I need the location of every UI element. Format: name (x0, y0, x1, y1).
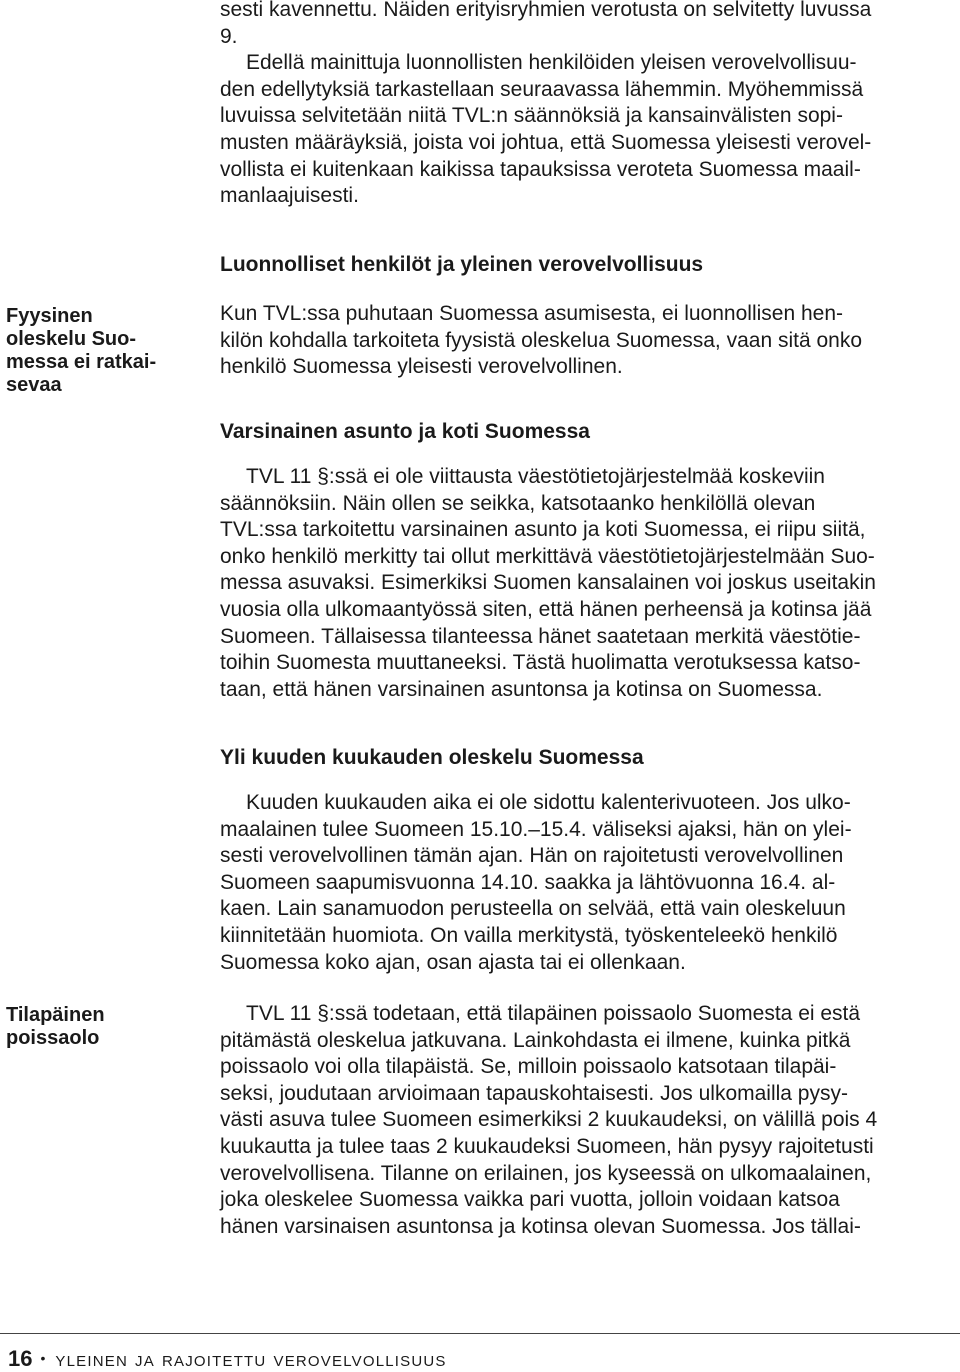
intro-text (220, 0, 957, 210)
text-line: taan, että hänen varsinainen asuntonsa ja kotinsa on Suomessa. (220, 677, 823, 701)
paragraph-text (220, 464, 957, 703)
text-line: Kuuden kuukauden aika ei ole sidottu kalenterivuoteen. Jos ulko- (246, 791, 851, 814)
text-line: 9. (220, 24, 238, 48)
text-line: Kun TVL:ssa puhutaan Suomessa asumisesta, ei luonnollisen hen- (220, 302, 843, 325)
text-line: poissaolo voi olla tilapäistä. Se, milloin poissaolo katsotaan tilapäi- (220, 1055, 837, 1079)
section-paragraph (220, 301, 957, 381)
text-line: messa asuvaksi. Esimerkiksi Suomen kansalainen voi joskus useitakin (220, 571, 876, 595)
text-line: TVL:ssa tarkoitettu varsinainen asunto ja koti Suomessa, ei riipu siitä, (220, 518, 866, 542)
margin-note (6, 1004, 206, 1050)
section-heading: Luonnolliset henkilöt ja yleinen verovelvollisuus (220, 253, 704, 276)
text-line: pitämästä oleskelua jatkuvana. Lainkohdasta ei ilmene, kuinka pitkä (220, 1028, 851, 1052)
text-line: Suomeen saapumisvuonna 14.10. saakka ja lähtövuonna 16.4. al- (220, 870, 836, 894)
section-heading: Yli kuuden kuukauden oleskelu Suomessa (220, 746, 644, 769)
text-line: onko henkilö merkitty tai ollut merkittävä väestötietojärjestelmään Suo- (220, 544, 875, 568)
text-line: västi asuva tulee Suomeen esimerkiksi 2 kuukaudeksi, on välillä pois 4 (220, 1108, 878, 1132)
paragraph-text (220, 790, 957, 976)
text-line: den edellytyksiä tarkastellaan seuraavassa lähemmin. Myöhemmissä (220, 77, 864, 101)
text-line: luvuissa selvitetään niitä TVL:n säännöksiä ja kansainvälisten sopi- (220, 104, 843, 128)
page-number: 16 (8, 1346, 33, 1371)
text-line: musten määräyksiä, joista voi johtua, että Suomessa yleisesti verovel- (220, 130, 872, 154)
text-line: kaen. Lain sanamuodon perusteella on selvää, että vain oleskeluun (220, 897, 846, 921)
text-line: säännöksiin. Näin ollen se seikka, katsotaanko henkilöllä olevan (220, 491, 816, 515)
text-line: seksi, joudutaan arvioimaan tapauskohtaisesti. Jos ulkomailla pysy- (220, 1081, 848, 1105)
text-line: kiinnitetään huomiota. On vailla merkitystä, työskenteleekö henkilö (220, 923, 838, 947)
section-heading: Varsinainen asunto ja koti Suomessa (220, 420, 590, 443)
text-line: kilön kohdalla tarkoiteta fyysistä oleskelua Suomessa, vaan sitä onko (220, 328, 863, 352)
section-paragraph (220, 1001, 957, 1240)
paragraph-text (220, 301, 957, 381)
margin-note-line: messa ei ratkai- (6, 351, 157, 373)
text-line: sesti verovelvollinen tämän ajan. Hän on rajoitetusti verovelvollinen (220, 844, 844, 868)
page-footer (8, 1346, 447, 1372)
bullet-icon: • (40, 1350, 46, 1366)
text-line: toihin Suomesta muuttaneeksi. Tästä huolimatta verotuksessa katso- (220, 651, 861, 675)
text-line: Suomessa koko ajan, osan ajasta tai ei ollenkaan. (220, 950, 686, 974)
text-line: Suomeen. Tällaisessa tilanteessa hänet saatetaan merkitä väestötie- (220, 624, 861, 648)
running-title: yleinen ja rajoitettu verovelvollisuus (55, 1348, 447, 1371)
section-paragraph (220, 790, 957, 976)
text-line: hänen varsinaisen asuntonsa ja kotinsa olevan Suomessa. Jos tällai- (220, 1214, 861, 1238)
text-line: TVL 11 §:ssä todetaan, että tilapäinen poissaolo Suomesta ei estä (246, 1002, 861, 1025)
text-line: maalainen tulee Suomeen 15.10.–15.4. väliseksi ajaksi, hän on ylei- (220, 817, 852, 841)
intro-paragraph (220, 0, 957, 210)
margin-note-line: Tilapäinen (6, 1004, 105, 1026)
text-line: verovelvollisena. Tilanne on erilainen, jos kyseessä on ulkomaalainen, (220, 1161, 872, 1185)
margin-note-line: Fyysinen (6, 305, 93, 327)
margin-note-line: oleskelu Suo- (6, 328, 137, 350)
text-line: sesti kavennettu. Näiden erityisryhmien verotusta on selvitetty luvussa (220, 0, 872, 21)
paragraph-text (220, 1001, 957, 1240)
text-line: kuukautta ja tulee taas 2 kuukaudeksi Suomeen, hän pysyy rajoitetusti (220, 1134, 874, 1158)
text-line: TVL 11 §:ssä ei ole viittausta väestötietojärjestelmää koskeviin (246, 465, 825, 488)
text-line: vuosia olla ulkomaantyössä siten, että hänen perheensä ja kotinsa jää (220, 597, 872, 621)
footer-divider (0, 1333, 960, 1334)
text-line: vollista ei kuitenkaan kaikissa tapauksissa veroteta Suomessa maail- (220, 157, 861, 181)
margin-note-line: poissaolo (6, 1027, 100, 1049)
text-line: Edellä mainittuja luonnollisten henkilöiden yleisen verovelvollisuu- (246, 51, 857, 75)
section-paragraph (220, 464, 957, 703)
text-line: joka oleskelee Suomessa vaikka pari vuotta, jolloin voidaan katsoa (220, 1188, 840, 1212)
text-line: manlaajuisesti. (220, 184, 359, 208)
text-line: henkilö Suomessa yleisesti verovelvollinen. (220, 355, 623, 379)
margin-note (6, 305, 206, 397)
margin-note-line: sevaa (6, 374, 62, 396)
